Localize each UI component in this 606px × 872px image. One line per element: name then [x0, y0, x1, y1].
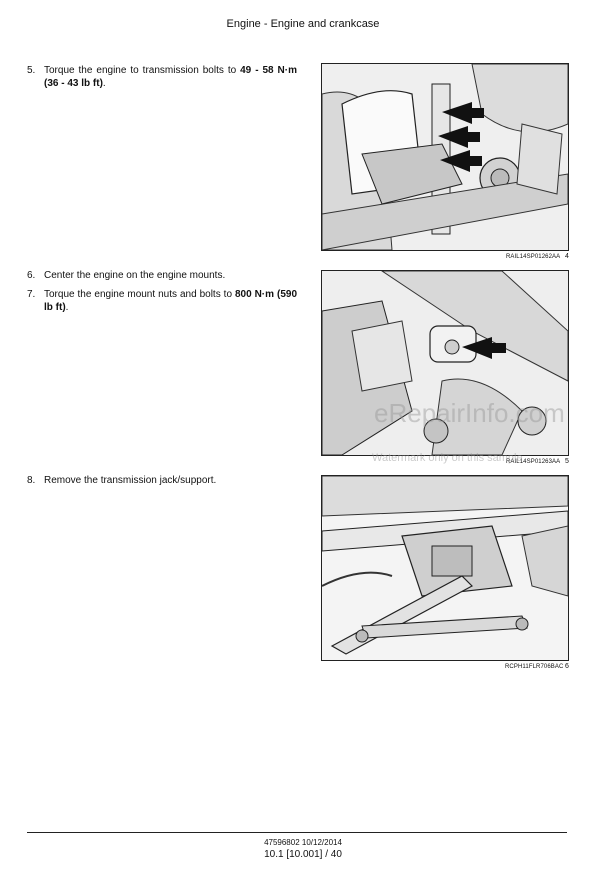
step-6 [27, 269, 297, 282]
footer-divider [27, 832, 567, 833]
torque-value-imperial: (590 lb ft) [44, 289, 297, 313]
step-text: Torque the engine mount nuts and bolts to 800 N·m (590 lb ft). [44, 289, 297, 313]
page-header: Engine - Engine and crankcase [226, 18, 380, 30]
torque-value-imperial: (36 - 43 lb ft) [44, 78, 103, 89]
watermark-logo: eRepairInfo.com [374, 398, 565, 428]
step-5 [27, 64, 297, 90]
step-number: 5. [27, 65, 36, 76]
torque-value: 49 - 58 N·m [240, 65, 298, 76]
figure-code: RAIL14SP01262AA [506, 254, 561, 260]
step-number: 7. [27, 289, 36, 300]
figure-number: 5 [565, 458, 569, 465]
figure-4-photo [321, 63, 569, 251]
torque-value: 800 N·m [234, 289, 275, 300]
step-number: 6. [27, 270, 36, 281]
page-number: 10.1 [10.001] / 40 [264, 849, 342, 860]
step-text: Torque the engine to transmission bolts to 49 - 58 N·m (36 - 43 lb ft). [44, 65, 298, 89]
figure-code: RAIL14SP01263AA [506, 459, 561, 465]
figure-6-photo [321, 475, 569, 661]
figure-number: 4 [565, 253, 569, 260]
step-8 [27, 474, 297, 487]
step-number: 8. [27, 475, 36, 486]
figure-code: RCPH11FLR706BAC [505, 664, 564, 670]
step-7 [27, 288, 297, 314]
watermark-note: Watermark only on this sample [372, 452, 523, 464]
document-number: 47596802 10/12/2014 [264, 838, 342, 847]
step-text: Remove the transmission jack/support. [44, 475, 217, 486]
figure-number: 6 [565, 663, 569, 670]
step-text: Center the engine on the engine mounts. [44, 270, 226, 281]
